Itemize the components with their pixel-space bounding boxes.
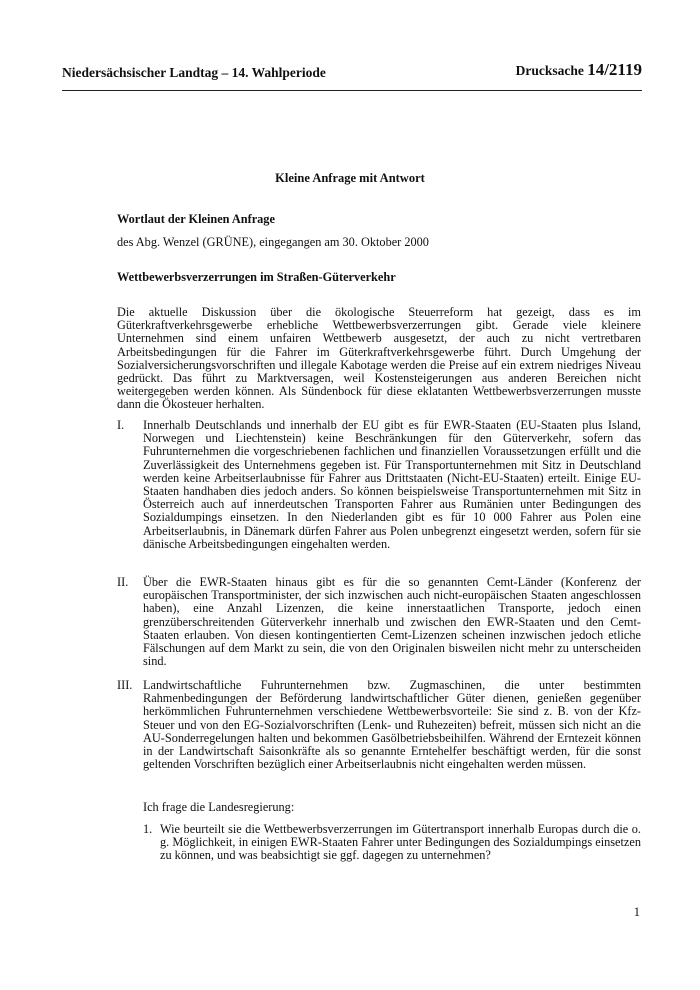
list-item-text: Landwirtschaftliche Fuhrunternehmen bzw. Zugmaschinen, die unter bestimmten Rahmenbedingungen der Beförderung landwirtschaftlicher Güter dienen, genießen gegenüber herkömmlichen Fuhrunternehmen verschiedene Wettbewerbsvorteile: Sie sind z. B. von der Kfz-Steuer und von den EG-Sozialvorschriften (Lenk- und Ruhezeiten) befreit, müssen sich nicht an die AU-Sonderregelungen halten und bekommen Gasölbetriebsbeihilfen. Während der Erntezeit können in der Landwirtschaft Saisonkräfte als so genannte Erntehelfer beschäftigt werden, für die sonst geltenden Vorschriften bezüglich einer Arbeitserlaubnis nicht eingehalten werden müssen. [143, 678, 641, 772]
question-item [143, 823, 641, 863]
list-marker: III. [117, 678, 133, 692]
question-intro: Ich frage die Landesregierung: [143, 800, 295, 814]
question-text: Wie beurteilt sie die Wettbewerbsverzerrungen im Gütertransport innerhalb Europas durch die o. g. Möglichkeit, in einigen EWR-Staaten Fahrer unter Bedingungen des Sozialdumpings einsetzen zu können, und was beabsichtigt sie ggf. dagegen zu unternehmen? [160, 822, 641, 863]
list-marker: II. [117, 575, 129, 589]
list-item [117, 576, 641, 668]
list-marker: I. [117, 418, 125, 432]
intro-paragraph: Die aktuelle Diskussion über die ökologische Steuerreform hat gezeigt, dass es im Güterkraftverkehrsgewerbe erhebliche Wettbewerbsverzerrungen gibt. Gerade viele kleinere Unternehmen sind einem unfairen Wettbewerb ausgesetzt, der auch zu nicht vertretbaren Arbeitsbedingungen für die Fahrer im Güterkraftverkehrsgewerbe führt. Durch Umgehung der Sozialversicherungsvorschriften und illegale Kabotage werden die Preise auf ein extrem niedriges Niveau gedrückt. Das führt zu Marktversagen, weil Kostensteigerungen aus anderen Bereichen nicht weitergegeben werden können. Als Sündenbock für diese eklatanten Wettbewerbsverzerrungen musste dann die Ökosteuer herhalten. [117, 305, 641, 412]
page-header [62, 60, 642, 91]
list-item-text: Über die EWR-Staaten hinaus gibt es für die so genannten Cemt-Länder (Konferenz der europäischen Transportminister, der sich inzwischen auch nicht-europäischen Staaten angeschlossen haben), eine Anzahl Lizenzen, die keine innerstaatlichen Transporte, jedoch einen grenzüberschreitenden Güterverkehr innerhalb und zwischen den EWR-Staaten und den Cemt-Staaten erlauben. Von diesen kontingentierten Cemt-Lizenzen scheinen inzwischen jedoch etliche Fälschungen auf dem Markt zu sein, die von den Originalen bisweilen nicht mehr zu unterscheiden sind. [143, 575, 641, 669]
subject-heading: Wettbewerbsverzerrungen im Straßen-Güterverkehr [117, 270, 396, 284]
list-item-text: Innerhalb Deutschlands und innerhalb der EU gibt es für EWR-Staaten (EU-Staaten plus Island, Norwegen und Liechtenstein) keine Beschränkungen für den Güterverkehr, sofern das Fuhrunternehmen die vorgeschriebenen fachlichen und finanziellen Voraussetzungen erfüllt und die Zuverlässigkeit des Unternehmens gegeben ist. Für Transportunternehmen mit Sitz in Deutschland werden keine Arbeitserlaubnisse für Fahrer aus Drittstaaten (Nicht-EU-Staaten) erteilt. Einige EU-Staaten handhaben dies jedoch anders. So können beispielsweise Transportunternehmen mit Sitz in Österreich auch auf innerdeutschen Transporten Fahrer aus Rumänien unter Bedingungen des Sozialdumpings einsetzen. In den Niederlanden gibt es für 10 000 Fahrer aus Polen eine Arbeitserlaubnis, in Dänemark dürfen Fahrer aus Polen unbegrenzt eingesetzt werden, sofern für sie dänische Arbeitsbedingungen eingehalten werden. [143, 418, 641, 551]
section-heading: Wortlaut der Kleinen Anfrage [117, 212, 275, 226]
document-number-value: 14/2119 [587, 60, 642, 79]
submission-meta: des Abg. Wenzel (GRÜNE), eingegangen am 30. Oktober 2000 [117, 235, 429, 249]
page-number: 1 [633, 905, 640, 919]
list-item [117, 679, 641, 771]
question-marker: 1. [143, 822, 153, 836]
document-title: Kleine Anfrage mit Antwort [275, 171, 425, 185]
list-item [117, 419, 641, 551]
document-number-label: Drucksache [515, 63, 588, 78]
document-number [516, 60, 642, 80]
parliament-name: Niedersächsischer Landtag – 14. Wahlperiode [62, 65, 326, 80]
